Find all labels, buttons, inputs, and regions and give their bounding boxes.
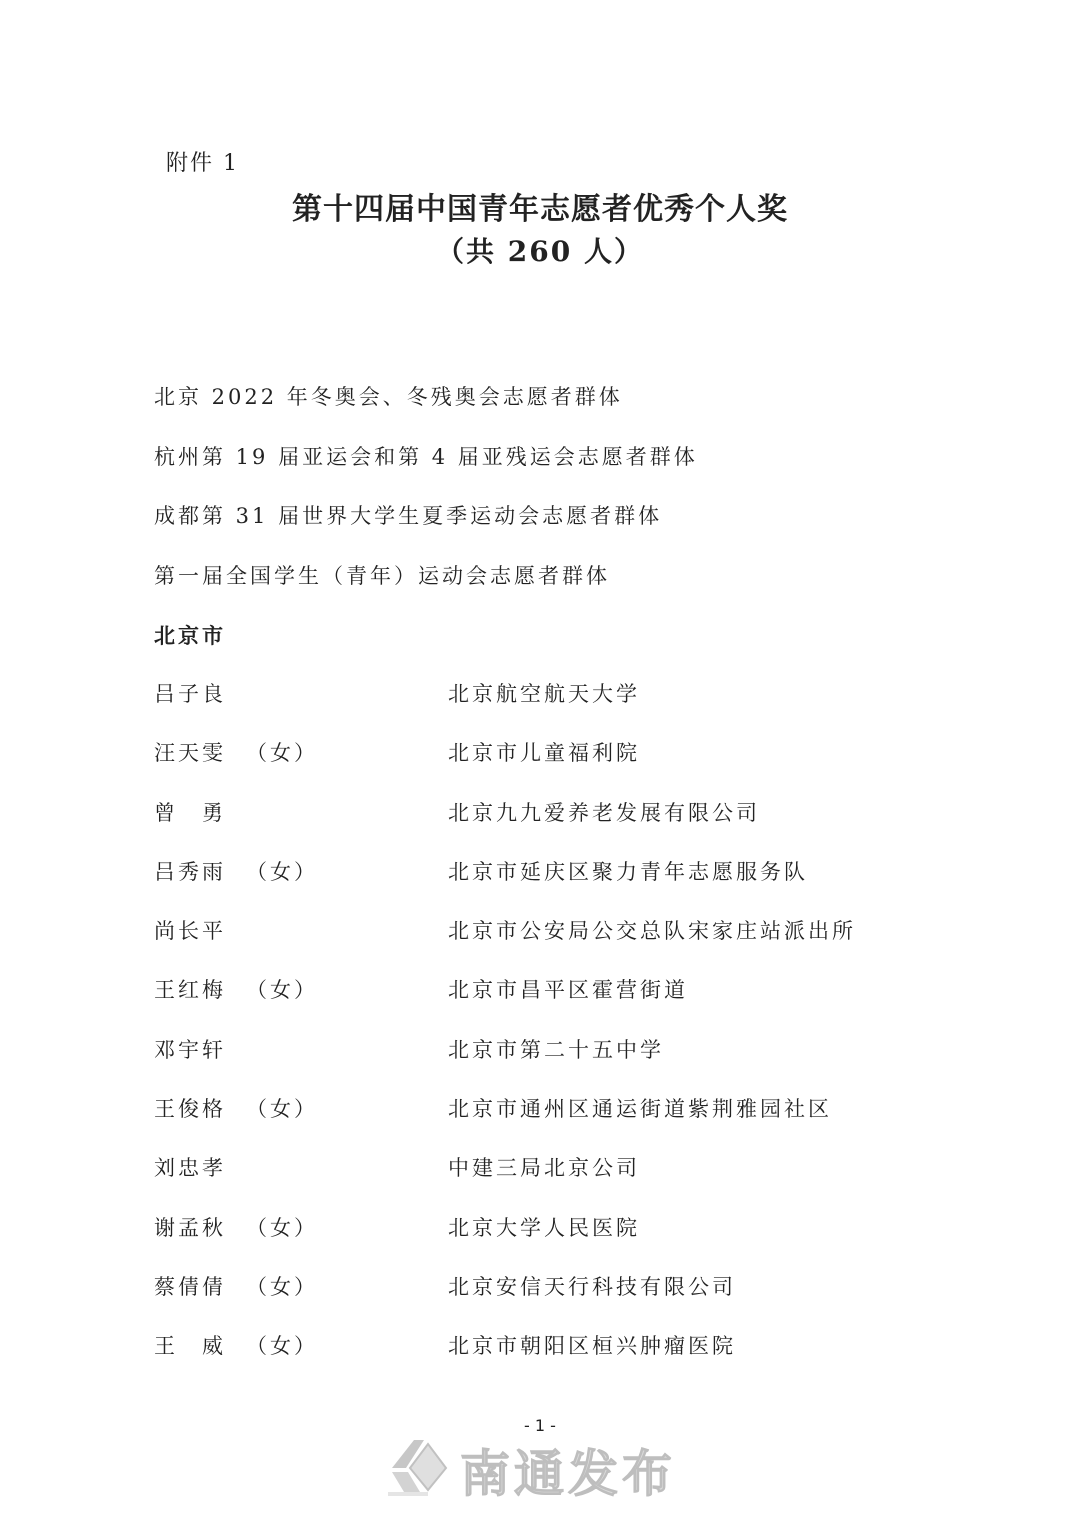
person-gender: （女） [246, 741, 318, 766]
person-name: 谢孟秋 [154, 1215, 226, 1240]
list-item [154, 1213, 954, 1272]
person-gender: （女） [246, 1274, 318, 1299]
person-org: 北京九九爱养老发展有限公司 [448, 800, 760, 825]
person-org: 北京市第二十五中学 [448, 1037, 664, 1062]
group-item: 杭州第 19 届亚运会和第 4 届亚残运会志愿者群体 [154, 444, 698, 469]
person-gender: （女） [246, 1215, 318, 1240]
page-number: - 1 - [524, 1416, 556, 1435]
list-item [154, 679, 954, 738]
list-item [154, 1035, 954, 1094]
group-item: 第一届全国学生（青年）运动会志愿者群体 [154, 563, 610, 588]
person-name: 吕子良 [154, 682, 226, 706]
list-item [154, 1272, 954, 1331]
list-item [154, 857, 954, 916]
person-gender: （女） [246, 1097, 318, 1122]
list-item [154, 975, 954, 1034]
person-gender: （女） [246, 1334, 318, 1359]
group-item: 北京 2022 年冬奥会、冬残奥会志愿者群体 [154, 385, 623, 409]
watermark-text: 南通发布 [460, 1445, 676, 1503]
watermark [384, 1432, 714, 1503]
person-name: 曾 勇 [154, 800, 226, 825]
person-org: 北京安信天行科技有限公司 [448, 1274, 736, 1299]
group-list [154, 382, 698, 620]
person-name: 汪天雯 [154, 741, 226, 766]
person-name: 邓宇轩 [154, 1037, 226, 1062]
person-org: 北京市昌平区霍营街道 [448, 978, 688, 1003]
person-org: 北京大学人民医院 [448, 1215, 640, 1240]
person-name: 蔡倩倩 [154, 1274, 226, 1299]
people-list [154, 679, 954, 1391]
logo-icon [384, 1432, 454, 1498]
person-gender: （女） [246, 859, 318, 884]
list-item [154, 1153, 954, 1212]
region-heading: 北京市 [154, 623, 226, 648]
document-title: 第十四届中国青年志愿者优秀个人奖 [292, 192, 788, 227]
person-name: 尚长平 [154, 919, 226, 944]
person-name: 刘忠孝 [154, 1156, 226, 1181]
list-item [154, 916, 954, 975]
person-name: 王俊格 [154, 1097, 226, 1122]
person-gender: （女） [246, 978, 318, 1003]
person-org: 北京市朝阳区桓兴肿瘤医院 [448, 1334, 736, 1359]
person-name: 王红梅 [154, 978, 226, 1003]
group-item: 成都第 31 届世界大学生夏季运动会志愿者群体 [154, 504, 663, 528]
person-org: 北京航空航天大学 [448, 682, 640, 706]
list-item [154, 798, 954, 857]
list-item [154, 738, 954, 797]
person-org: 中建三局北京公司 [448, 1156, 640, 1181]
person-org: 北京市公安局公交总队宋家庄站派出所 [448, 919, 856, 944]
document-subtitle: （共 260 人） [436, 235, 644, 268]
person-org: 北京市通州区通运街道紫荆雅园社区 [448, 1097, 832, 1122]
person-name: 王 威 [154, 1334, 226, 1359]
person-org: 北京市儿童福利院 [448, 741, 640, 766]
person-org: 北京市延庆区聚力青年志愿服务队 [448, 859, 808, 884]
person-name: 吕秀雨 [154, 859, 226, 884]
list-item [154, 1331, 954, 1390]
attachment-label: 附件 1 [166, 151, 239, 176]
list-item [154, 1094, 954, 1153]
